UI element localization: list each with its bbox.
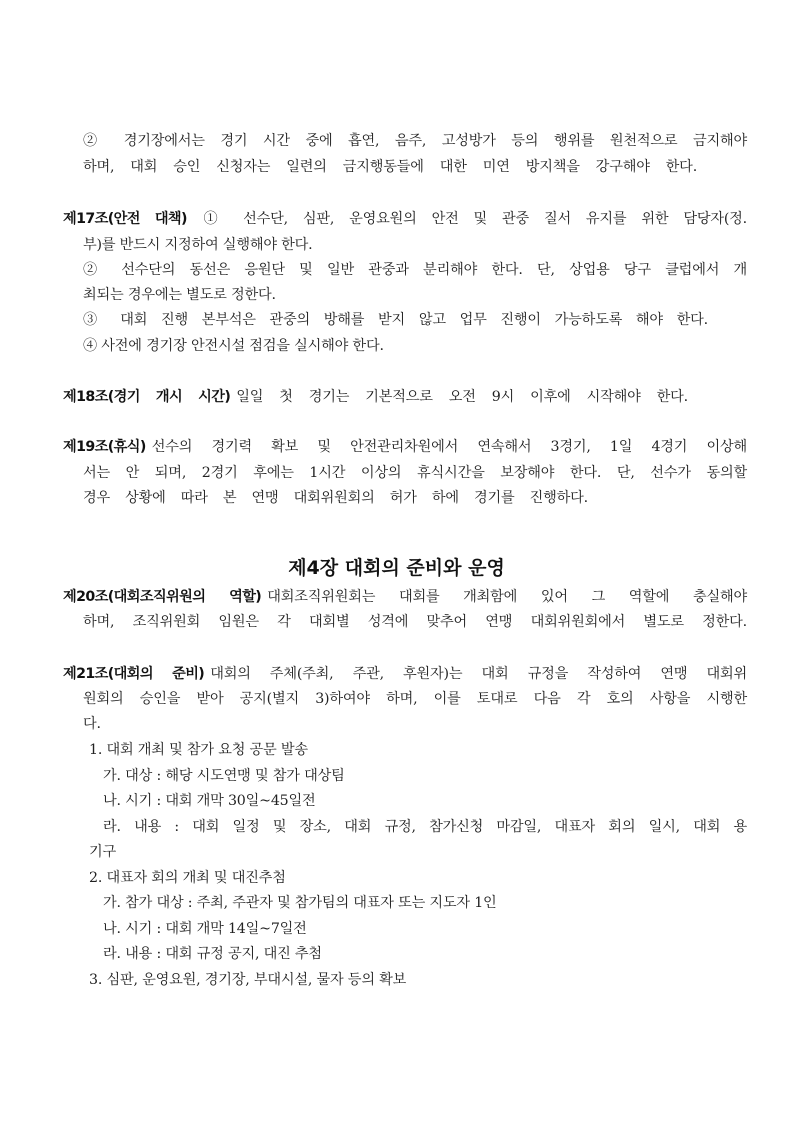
art17-p2-line2: 최되는 경우에는 별도로 정한다. bbox=[83, 287, 276, 303]
art21-item3-title: 3. 심판, 운영요원, 경기장, 부대시설, 물자 등의 확보 bbox=[89, 972, 407, 988]
art21-item1-b: 나. 시기 : 대회 개막 30일~45일전 bbox=[103, 793, 316, 809]
art21-item1-c-line1: 라. 내용 : 대회 일정 및 장소, 대회 규정, 참가신청 마감일, 대표자 회의 일시, 대회 용 bbox=[103, 819, 747, 835]
art21-item2-a: 가. 참가 대상 : 주최, 주관자 및 참가팀의 대표자 또는 지도자 1인 bbox=[103, 895, 497, 911]
art21-item1-a: 가. 대상 : 해당 시도연맹 및 참가 대상팀 bbox=[103, 768, 345, 784]
art21-line3: 다. bbox=[83, 716, 101, 732]
art20-line2: 하며, 조직위원회 임원은 각 대회별 성격에 맞추어 연맹 대회위원회에서 별도로 정한다. bbox=[83, 614, 747, 630]
art18-text: 일일 첫 경기는 기본적으로 오전 9시 이후에 시작해야 한다. bbox=[236, 389, 688, 405]
art17-p1-line1: ① 선수단, 심판, 운영요원의 안전 및 관중 질서 유지를 위한 담당자(정. bbox=[192, 211, 747, 227]
art21-item2-c: 라. 내용 : 대회 규정 공지, 대진 추첨 bbox=[103, 946, 322, 962]
art19-line3: 경우 상황에 따라 본 연맹 대회위원회의 허가 하에 경기를 진행하다. bbox=[83, 490, 588, 506]
art21-line1 bbox=[63, 664, 747, 684]
art21-item2-title: 2. 대표자 회의 개최 및 대진추첨 bbox=[89, 870, 286, 886]
art16-p2-line2: 하며, 대회 승인 신청자는 일련의 금지행동들에 대한 미연 방지책을 강구해야 한다. bbox=[83, 159, 697, 175]
art18-heading: 제18조(경기 개시 시간) bbox=[63, 389, 231, 405]
art17-p3: ③ 대회 진행 본부석은 관중의 방해를 받지 않고 업무 진행이 가능하도록 해야 한다. bbox=[83, 312, 708, 328]
chapter-title: 제4장 대회의 준비와 운영 bbox=[288, 557, 505, 579]
art17-heading: 제17조(안전 대책) bbox=[63, 211, 187, 227]
art19-line2: 서는 안 되며, 2경기 후에는 1시간 이상의 휴식시간을 보장해야 한다. 단, 선수가 동의할 bbox=[83, 465, 747, 481]
art19-line1 bbox=[63, 437, 747, 457]
art19-line1-text: 선수의 경기력 확보 및 안전관리차원에서 연속해서 3경기, 1일 4경기 이상해 bbox=[151, 439, 747, 455]
art21-item1-c-line2: 기구 bbox=[89, 844, 117, 860]
art17-p2-line1: ② 선수단의 동선은 응원단 및 일반 관중과 분리해야 한다. 단, 상업용 당구 클럽에서 개 bbox=[83, 262, 747, 278]
art17-p1-line2: 부)를 반드시 지정하여 실행해야 한다. bbox=[83, 237, 313, 253]
art17-line1 bbox=[63, 209, 747, 229]
art20-heading: 제20조(대회조직위원의 역할) bbox=[63, 589, 262, 605]
art16-p2-line1: ② 경기장에서는 경기 시간 중에 흡연, 음주, 고성방가 등의 행위를 원천적으로 금지해야 bbox=[83, 133, 747, 149]
art20-line1 bbox=[63, 587, 747, 607]
art21-item1-title: 1. 대회 개최 및 참가 요청 공문 발송 bbox=[89, 742, 308, 758]
art21-heading: 제21조(대회의 준비) bbox=[63, 666, 205, 682]
art21-line2: 원회의 승인을 받아 공지(별지 3)하여야 하며, 이를 토대로 다음 각 호의 사항을 시행한 bbox=[83, 691, 747, 707]
art18-line bbox=[63, 387, 688, 407]
art19-heading: 제19조(휴식) bbox=[63, 439, 146, 455]
art20-line1-text: 대회조직위원회는 대회를 개최함에 있어 그 역할에 충실해야 bbox=[267, 589, 747, 605]
art21-item2-b: 나. 시기 : 대회 개막 14일~7일전 bbox=[103, 921, 307, 937]
art21-line1-text: 대회의 주체(주최, 주관, 후원자)는 대회 규정을 작성하여 연맹 대회위 bbox=[210, 666, 747, 682]
art17-p4: ④ 사전에 경기장 안전시설 점검을 실시해야 한다. bbox=[83, 338, 384, 354]
